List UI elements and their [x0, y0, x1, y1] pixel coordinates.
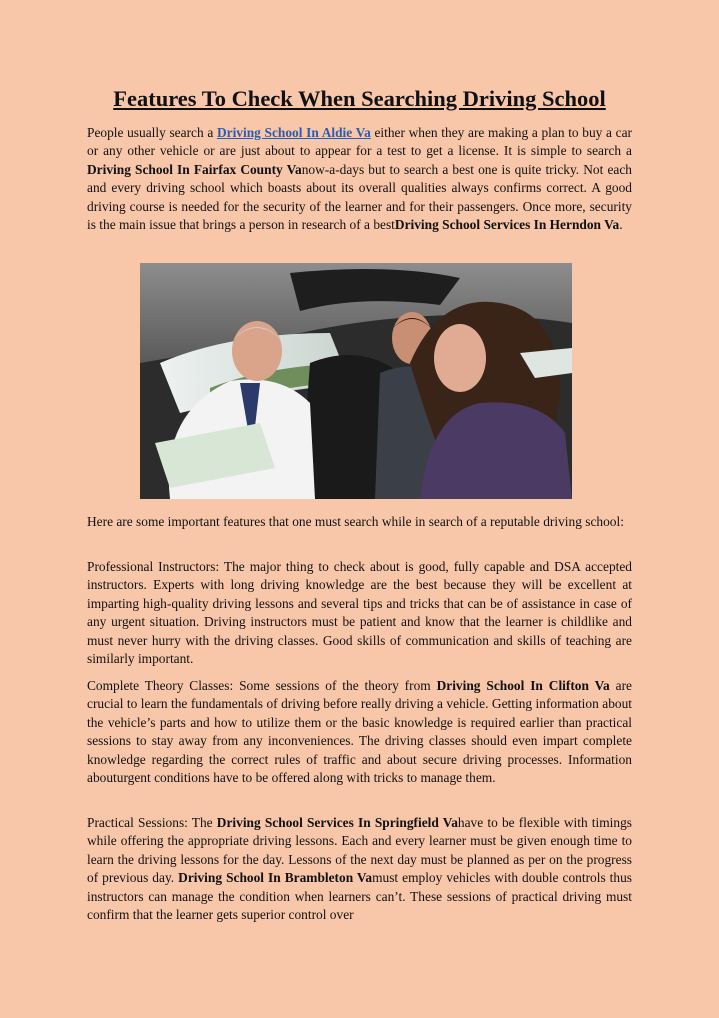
practical-paragraph: [87, 814, 632, 924]
intro-text-3: now-a-days but to search a best one is quite tricky. Not each and every driving school which boasts about its overall qualities always confirms correct. A good driving course is needed for the security of the learner and for their passengers. Once more, security is the main issue that brings a person in research of a best: [87, 161, 632, 233]
theory-paragraph: [87, 677, 632, 787]
page-title: Features To Check When Searching Driving School: [113, 86, 606, 111]
practical-text-1: Practical Sessions: The: [87, 815, 217, 830]
intro-paragraph: [87, 124, 632, 234]
intro-bold-herndon: Driving School Services In Herndon Va: [394, 217, 620, 233]
aldie-link[interactable]: Driving School In Aldie Va: [216, 125, 371, 140]
intro-bold-fairfax: Driving School In Fairfax County Va: [87, 161, 302, 177]
practical-text-3: must employ vehicles with double controls thus instructors can manage the condition when learners can’t. These sessions of practical driving must confirm that the learner gets superior control over: [87, 870, 632, 923]
intro-text-4: .: [619, 217, 623, 233]
lead-paragraph: Here are some important features that one must search while in search of a reputable driving school:: [87, 514, 624, 529]
intro-text-1: People usually search a: [87, 125, 217, 140]
instructors-paragraph: Professional Instructors: The major thing to check about is good, fully capable and DSA accepted instructors. Experts with long driving knowledge are the best because they will be excellent at imparting high-quality driving lessons and several tips and tricks that can be of assistance in case of any urgent situation. Driving instructors must be patient and know that the learner is childlike and must never hurry with the driving classes. Good skills of communication and skills of teaching are similarly important.: [87, 559, 632, 667]
theory-text-2: are crucial to learn the fundamentals of driving before really driving a vehicle. Getting information about the vehicle’s parts and how to utilize them or the basic knowledge is required earlier than practical sessions to stay away from any inconveniences. The driving classes should even impart complete knowledge regarding the correct rules of traffic and about secure driving processes. Information abouturgent conditions have to be offered along with tricks to manage them.: [87, 678, 632, 786]
theory-bold-clifton: Driving School In Clifton Va: [436, 678, 610, 693]
practical-text-2: have to be flexible with timings while offering the appropriate driving lessons. Each and every learner must be given enough time to learn the driving lessons for the day. Lessons of the next day must be planned as per on the progress of previous day.: [87, 815, 632, 886]
intro-text-2: either when they are making a plan to buy a car or any other vehicle or are just about to appear for a test to get a license. It is simple to search a: [87, 125, 633, 159]
car-interior-illustration: [140, 263, 572, 499]
theory-text-1: Complete Theory Classes: Some sessions of the theory from: [87, 678, 437, 693]
practical-bold-brambleton: Driving School In Brambleton Va: [178, 870, 373, 886]
driving-lesson-photo: [140, 263, 572, 499]
practical-bold-springfield: Driving School Services In Springfield Va: [216, 815, 458, 830]
